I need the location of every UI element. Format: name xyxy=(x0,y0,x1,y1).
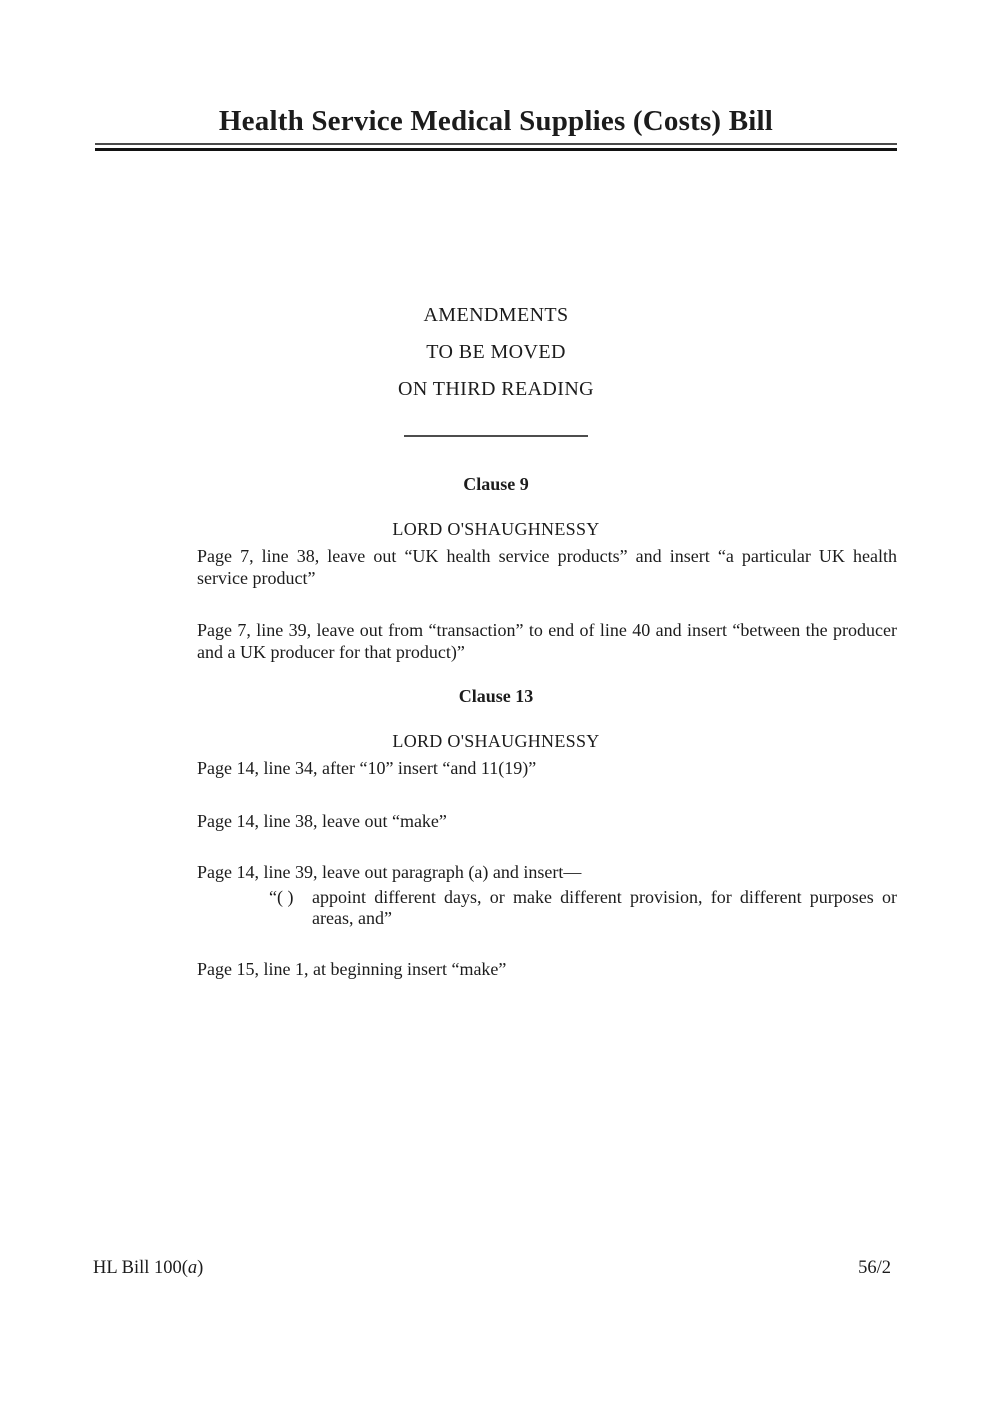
amendment-text: Page 15, line 1, at beginning insert “make” xyxy=(197,958,507,979)
amendments-heading-block xyxy=(95,297,897,408)
heading-line-to-be-moved: TO BE MOVED xyxy=(426,341,566,363)
subsection-marker: “( ) xyxy=(269,886,294,907)
page-reference: 56/2 xyxy=(858,1258,891,1278)
bill-reference-italic: a xyxy=(187,1258,198,1278)
amendment-text: Page 7, line 38, leave out “UK health service products” and insert “a particular UK health service product” xyxy=(197,546,897,588)
page-footer xyxy=(93,1256,891,1280)
clause-heading: Clause 13 xyxy=(458,686,534,706)
section-separator-rule xyxy=(404,435,588,437)
mover-name: LORD O'SHAUGHNESSY xyxy=(392,519,600,539)
amendment-text: Page 14, line 39, leave out paragraph (a) and insert— xyxy=(197,862,582,882)
amendment-text: Page 14, line 34, after “10” insert “and 11(19)” xyxy=(197,758,537,778)
inserted-subsection xyxy=(269,887,897,930)
amendment-text: Page 7, line 39, leave out from “transaction” to end of line 40 and insert “between the producer and a UK producer for that product)” xyxy=(197,620,897,662)
heading-line-stage: ON THIRD READING xyxy=(397,378,595,400)
heading-line-amendments: AMENDMENTS xyxy=(423,304,569,326)
mover-name: LORD O'SHAUGHNESSY xyxy=(392,731,600,751)
clause-heading: Clause 9 xyxy=(463,474,529,494)
subsection-text: appoint different days, or make different provision, for different purposes or areas, and” xyxy=(312,886,897,928)
title-double-rule xyxy=(95,143,897,151)
bill-title: Health Service Medical Supplies (Costs) Bill xyxy=(218,105,774,137)
bill-reference: HL Bill 100(a) xyxy=(93,1258,204,1278)
amendment-text: Page 14, line 38, leave out “make” xyxy=(197,810,447,831)
